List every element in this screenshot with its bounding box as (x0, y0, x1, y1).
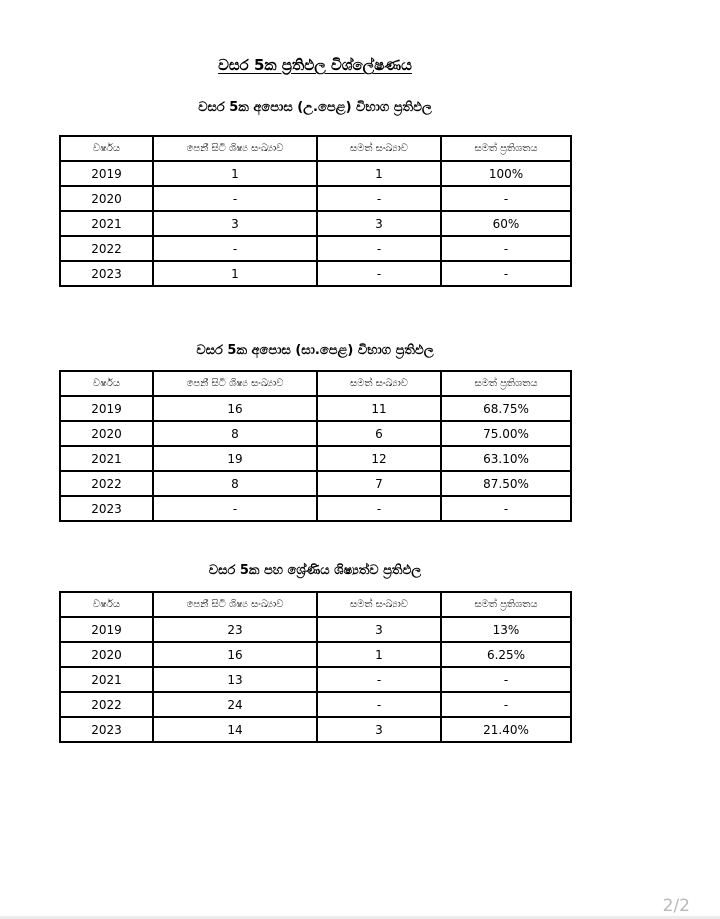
table-row (60, 186, 571, 211)
table-row (60, 617, 571, 642)
header-year: වර්ෂය (60, 371, 153, 396)
cell-year: 2022 (60, 236, 153, 261)
cell-passed: - (317, 186, 441, 211)
cell-percentage: 63.10% (441, 446, 571, 471)
cell-percentage: 60% (441, 211, 571, 236)
cell-percentage: - (441, 667, 571, 692)
table-row (60, 692, 571, 717)
table-row (60, 211, 571, 236)
cell-passed: - (317, 667, 441, 692)
cell-percentage: - (441, 692, 571, 717)
cell-percentage: 68.75% (441, 396, 571, 421)
cell-passed: 1 (317, 642, 441, 667)
cell-year: 2019 (60, 161, 153, 186)
table-header-row (60, 136, 571, 161)
cell-students: - (153, 236, 317, 261)
table-header-row (60, 371, 571, 396)
cell-passed: - (317, 236, 441, 261)
cell-passed: 11 (317, 396, 441, 421)
cell-students: 8 (153, 421, 317, 446)
cell-passed: - (317, 692, 441, 717)
cell-students: 1 (153, 261, 317, 286)
cell-passed: 12 (317, 446, 441, 471)
cell-year: 2020 (60, 186, 153, 211)
page-indicator: 2/2 (662, 896, 690, 916)
table-row (60, 421, 571, 446)
cell-percentage: 21.40% (441, 717, 571, 742)
cell-students: 3 (153, 211, 317, 236)
cell-year: 2020 (60, 421, 153, 446)
cell-passed: 3 (317, 717, 441, 742)
cell-students: 16 (153, 396, 317, 421)
cell-students: 13 (153, 667, 317, 692)
header-students: පෙනී සිටි ශිෂ්‍ය සංඛ්‍යාව (153, 136, 317, 161)
cell-students: 1 (153, 161, 317, 186)
document-title: වසර 5ක ප්‍රතිඵල විශ්ලේෂණය (218, 56, 412, 74)
cell-passed: 6 (317, 421, 441, 446)
table-row (60, 236, 571, 261)
cell-year: 2020 (60, 642, 153, 667)
header-pass-percentage: සමත් ප්‍රතිශතය (441, 371, 571, 396)
table-row (60, 446, 571, 471)
cell-percentage: 87.50% (441, 471, 571, 496)
cell-students: 24 (153, 692, 317, 717)
cell-passed: - (317, 496, 441, 521)
table-row (60, 396, 571, 421)
cell-passed: 3 (317, 211, 441, 236)
section-title-al: වසර 5ක අපොස (උ.පෙළ) විභාග ප්‍රතිඵල (198, 100, 432, 115)
section-title-ol: වසර 5ක අපොස (සා.පෙළ) විභාග ප්‍රතිඵල (196, 343, 434, 358)
cell-passed: 3 (317, 617, 441, 642)
cell-year: 2023 (60, 261, 153, 286)
header-passed: සමත් සංඛ්‍යාව (317, 592, 441, 617)
table-header-row (60, 592, 571, 617)
header-pass-percentage: සමත් ප්‍රතිශතය (441, 592, 571, 617)
cell-year: 2019 (60, 617, 153, 642)
table-row (60, 642, 571, 667)
cell-year: 2021 (60, 211, 153, 236)
cell-year: 2023 (60, 496, 153, 521)
cell-year: 2022 (60, 471, 153, 496)
cell-percentage: 13% (441, 617, 571, 642)
table-row (60, 667, 571, 692)
cell-percentage: 75.00% (441, 421, 571, 446)
cell-percentage: - (441, 186, 571, 211)
table-row (60, 261, 571, 286)
cell-percentage: - (441, 236, 571, 261)
cell-students: 8 (153, 471, 317, 496)
header-year: වර්ෂය (60, 592, 153, 617)
cell-year: 2019 (60, 396, 153, 421)
cell-students: - (153, 496, 317, 521)
cell-passed: 7 (317, 471, 441, 496)
section-title-scholarship: වසර 5ක පහ ශ්‍රේණිය ශිෂ්‍යත්ව ප්‍රතිඵල (208, 563, 422, 578)
table-row (60, 496, 571, 521)
cell-students: 23 (153, 617, 317, 642)
header-year: වර්ෂය (60, 136, 153, 161)
results-table-scholarship (59, 591, 572, 743)
cell-passed: - (317, 261, 441, 286)
header-pass-percentage: සමත් ප්‍රතිශතය (441, 136, 571, 161)
header-passed: සමත් සංඛ්‍යාව (317, 136, 441, 161)
cell-percentage: - (441, 261, 571, 286)
cell-percentage: 6.25% (441, 642, 571, 667)
results-table-al (59, 135, 572, 287)
cell-percentage: - (441, 496, 571, 521)
table-row (60, 471, 571, 496)
header-students: පෙනී සිටි ශිෂ්‍ය සංඛ්‍යාව (153, 371, 317, 396)
cell-year: 2022 (60, 692, 153, 717)
cell-students: 14 (153, 717, 317, 742)
results-table-ol (59, 370, 572, 522)
header-students: පෙනී සිටි ශිෂ්‍ය සංඛ්‍යාව (153, 592, 317, 617)
cell-percentage: 100% (441, 161, 571, 186)
cell-students: 16 (153, 642, 317, 667)
cell-year: 2021 (60, 667, 153, 692)
cell-students: - (153, 186, 317, 211)
cell-students: 19 (153, 446, 317, 471)
cell-year: 2021 (60, 446, 153, 471)
cell-passed: 1 (317, 161, 441, 186)
table-row (60, 161, 571, 186)
table-row (60, 717, 571, 742)
cell-year: 2023 (60, 717, 153, 742)
header-passed: සමත් සංඛ්‍යාව (317, 371, 441, 396)
